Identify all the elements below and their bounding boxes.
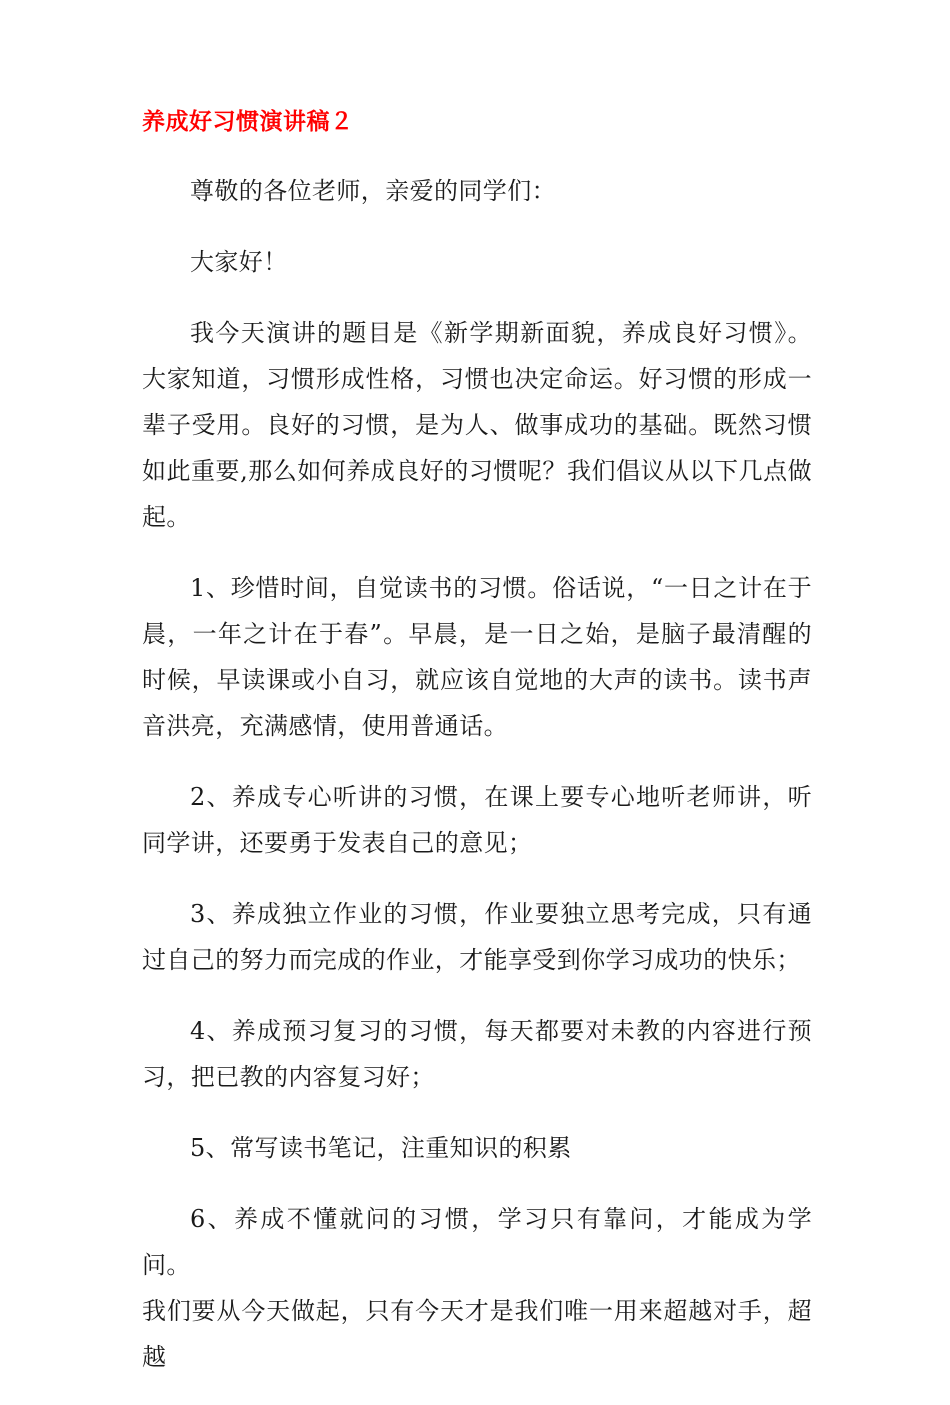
point-2-paragraph: 2、养成专心听讲的习惯，在课上要专心地听老师讲，听同学讲，还要勇于发表自己的意见； — [142, 783, 812, 857]
point-1-paragraph: 1、珍惜时间，自觉读书的习惯。俗话说，“一日之计在于晨，一年之计在于春”。早晨，是一日之始，是脑子最清醒的时候，早读课或小自习，就应该自觉地的大声的读书。读书声音洪亮，充满感情，使用普通话。 — [142, 574, 812, 740]
point-6-paragraph: 6、养成不懂就问的习惯，学习只有靠问，才能成为学问。 — [142, 1205, 812, 1279]
greeting: 大家好！ — [190, 248, 288, 276]
continuation-line: 我们要从今天做起，只有今天才是我们唯一用来超越对手，超越 — [142, 1297, 812, 1371]
point-4-paragraph: 4、养成预习复习的习惯，每天都要对未教的内容进行预习，把已教的内容复习好； — [142, 1017, 812, 1091]
point-3-paragraph: 3、养成独立作业的习惯，作业要独立思考完成，只有通过自己的努力而完成的作业，才能享受到你学习成功的快乐； — [142, 900, 812, 974]
document-body — [142, 168, 812, 1405]
salutation: 尊敬的各位老师，亲爱的同学们： — [190, 177, 556, 205]
intro-paragraph: 我今天演讲的题目是《新学期新面貌，养成良好习惯》。大家知道，习惯形成性格，习惯也决定命运。好习惯的形成一辈子受用。良好的习惯，是为人、做事成功的基础。既然习惯如此重要,那么如何养成良好的习惯呢？我们倡议从以下几点做起。 — [142, 319, 812, 531]
document-title: 养成好习惯演讲稿２ — [142, 109, 354, 135]
point-5-paragraph: 5、常写读书笔记，注重知识的积累 — [190, 1134, 572, 1162]
